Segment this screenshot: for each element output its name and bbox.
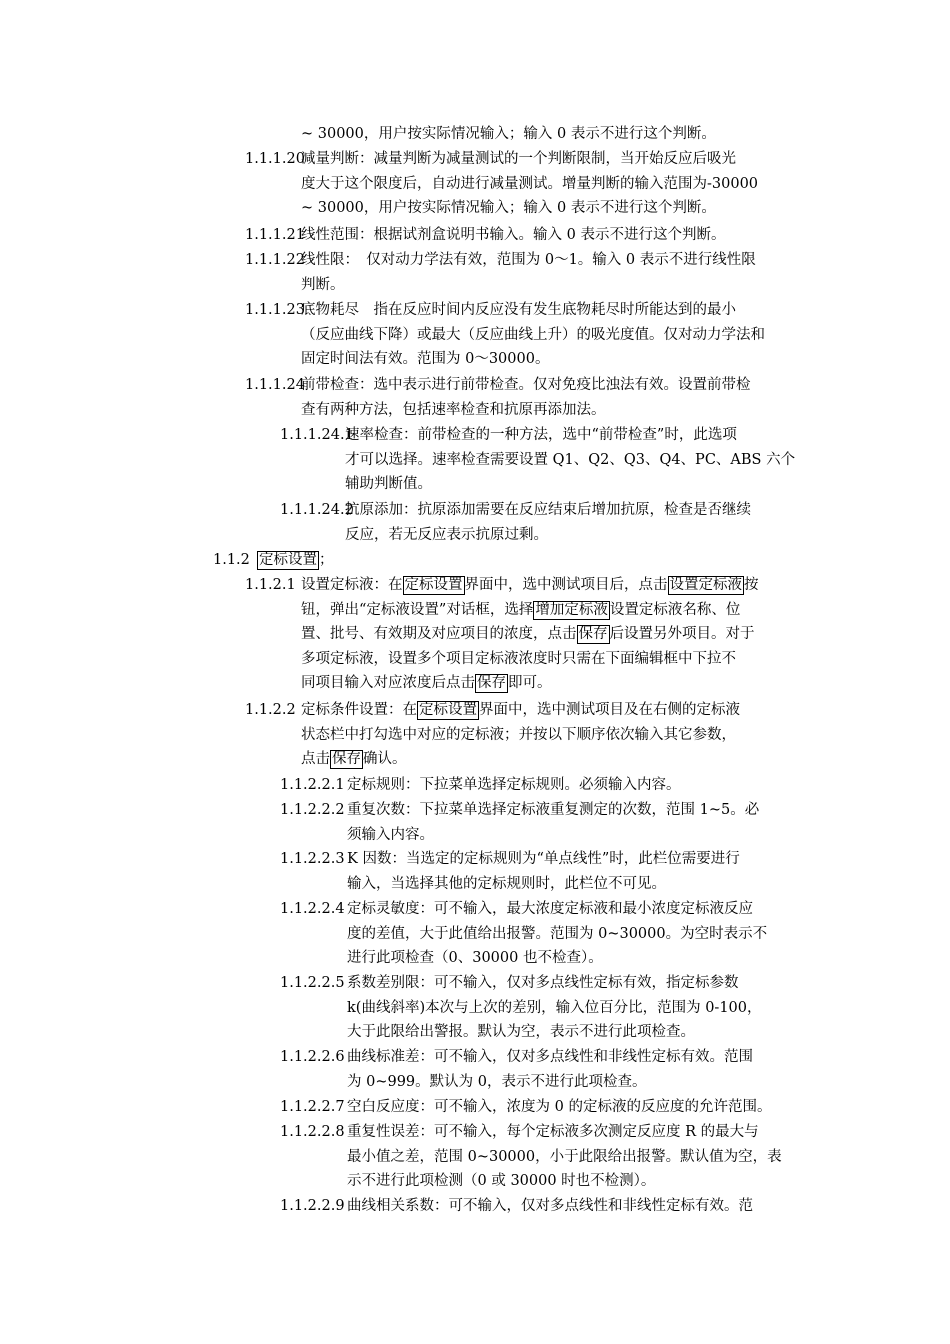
item-number: 1.1.1.24 [245,377,305,393]
section-number: 1.1.2 [213,552,250,568]
text-line: 查有两种方法，包括速率检查和抗原再添加法。 [301,401,606,418]
item-number: 1.1.2.2.7 [280,1099,345,1115]
item-number: 1.1.2.2.4 [280,901,345,917]
text-line: 进行此项检查（0、30000 也不检查）。 [347,950,603,967]
section-title: 定标设置 [259,552,317,568]
item-1-1-2-2-4 [0,897,767,971]
item-1-1-2-2-9 [0,1194,753,1219]
item-number: 1.1.1.20 [245,151,305,167]
section-punct: ； [319,552,334,568]
text-line: 点击 保存 确认。 [301,751,407,768]
item-1-1-2-2-2 [0,798,759,847]
continuation-line [0,122,716,147]
save-ref: 保存 [332,751,361,768]
item-1-1-2-1 [0,573,759,696]
item-number: 1.1.2.2.1 [280,777,345,793]
text-line: 示不进行此项检测（0 或 30000 时也不检测）。 [347,1173,656,1190]
item-1-1-2-2-7 [0,1095,771,1120]
text-line: 抗原添加：抗原添加需要在反应结束后增加抗原，检查是否继续 [345,502,751,518]
text-line: 须输入内容。 [347,826,434,843]
add-calibrator-ref: 增加定标液 [535,601,608,618]
item-number: 1.1.2.1 [245,577,296,593]
text-line: 辅助判断值。 [345,476,432,493]
text-line: 曲线相关系数：可不输入，仅对多点线性和非线性定标有效。范 [347,1198,753,1214]
item-1-1-1-24-2 [0,498,751,547]
text-line: 速率检查：前带检查的一种方法，选中“前带检查”时，此选项 [345,427,737,443]
item-number: 1.1.2.2 [245,702,296,718]
text-line: 置、批号、有效期及对应项目的浓度，点击 保存 后设置另外项目。对于 [301,626,755,643]
item-number: 1.1.1.23 [245,302,305,318]
text-line: 最小值之差，范围 0~30000，小于此限给出报警。默认值为空，表 [347,1148,782,1165]
item-number: 1.1.2.2.5 [280,975,345,991]
item-number: 1.1.2.2.9 [280,1198,345,1214]
text-line: 反应，若无反应表示抗原过剩。 [345,526,548,543]
section-heading-1-1-2 [0,548,334,573]
item-1-1-2-2 [0,698,740,772]
text-line: 定标灵敏度：可不输入，最大浓度定标液和最小浓度定标液反应 [347,901,753,917]
item-1-1-1-22 [0,248,756,297]
text-line: 固定时间法有效。范围为 0～30000。 [301,351,550,368]
item-1-1-2-2-6 [0,1045,753,1094]
item-number: 1.1.2.2.3 [280,851,345,867]
text-line: 重复次数：下拉菜单选择定标液重复测定的次数，范围 1~5。必 [347,802,760,818]
text-line: 输入，当选择其他的定标规则时，此栏位不可见。 [347,875,666,892]
text-line: 重复性误差：可不输入，每个定标液多次测定反应度 R 的最大与 [347,1124,759,1140]
text-line: 线性范围：根据试剂盒说明书输入。输入 0 表示不进行这个判断。 [301,227,726,243]
text-line: ~ 30000，用户按实际情况输入；输入 0 表示不进行这个判断。 [301,126,716,142]
text-line: 度大于这个限度后，自动进行减量测试。增量判断的输入范围为-30000 [301,175,759,192]
text-line: k(曲线斜率)本次与上次的差别，输入位百分比，范围为 0-100， [347,999,762,1016]
text-line: 为 0~999。默认为 0，表示不进行此项检查。 [347,1073,647,1090]
item-1-1-1-23 [0,298,765,372]
item-number: 1.1.2.2.2 [280,802,345,818]
text-line: 钮，弹出“定标液设置”对话框，选择 增加定标液 设置定标液名称、位 [301,601,741,618]
text-line: 才可以选择。速率检查需要设置 Q1、Q2、Q3、Q4、PC、ABS 六个 [345,451,796,468]
save-ref: 保存 [477,675,506,692]
text-line: 曲线标准差：可不输入，仅对多点线性和非线性定标有效。范围 [347,1049,753,1065]
item-1-1-1-24-1 [0,423,795,497]
item-1-1-2-2-3 [0,847,740,896]
text-line: 度的差值，大于此值给出报警。范围为 0~30000。为空时表示不 [347,925,768,942]
text-line: 多项定标液，设置多个项目定标液浓度时只需在下面编辑框中下拉不 [301,650,736,667]
item-1-1-2-2-1 [0,773,681,798]
text-line: 线性限： 仅对动力学法有效，范围为 0～1。输入 0 表示不进行线性限 [301,252,756,268]
item-number: 1.1.1.21 [245,227,305,243]
item-1-1-1-21 [0,223,725,248]
text-line: ~ 30000，用户按实际情况输入；输入 0 表示不进行这个判断。 [301,200,716,217]
text-line: 同项目输入对应浓度后点击 保存 即可。 [301,675,552,692]
item-number: 1.1.2.2.8 [280,1124,345,1140]
text-line: 大于此限给出警报。默认为空，表示不进行此项检查。 [347,1024,695,1041]
text-line: 设置定标液：在 定标设置 界面中，选中测试项目后，点击 设置定标液 按 [301,577,759,593]
item-1-1-1-20 [0,147,758,221]
set-calibrator-button-ref: 设置定标液 [669,577,742,593]
item-1-1-1-24 [0,373,751,422]
calibration-setup-ref: 定标设置 [419,702,477,718]
item-1-1-2-2-5 [0,971,762,1045]
text-line: 定标条件设置：在 定标设置 界面中，选中测试项目及在右侧的定标液 [301,702,740,718]
text-line: （反应曲线下降）或最大（反应曲线上升）的吸光度值。仅对动力学法和 [301,326,765,343]
text-line: 系数差别限：可不输入，仅对多点线性定标有效，指定标参数 [347,975,739,991]
item-1-1-2-2-8 [0,1120,782,1194]
text-line: 减量判断：减量判断为减量测试的一个判断限制，当开始反应后吸光 [301,151,736,167]
text-line: 空白反应度：可不输入，浓度为 0 的定标液的反应度的允许范围。 [347,1099,772,1115]
text-line: 前带检查：选中表示进行前带检查。仅对免疫比浊法有效。设置前带检 [301,377,751,393]
text-line: K 因数：当选定的定标规则为“单点线性”时，此栏位需要进行 [347,851,740,867]
text-line: 判断。 [301,276,345,293]
text-line: 底物耗尽 指在反应时间内反应没有发生底物耗尽时所能达到的最小 [301,302,736,318]
item-number: 1.1.1.22 [245,252,305,268]
item-number: 1.1.2.2.6 [280,1049,345,1065]
item-number: 1.1.1.24.1 [280,427,354,443]
text-line: 状态栏中打勾选中对应的定标液；并按以下顺序依次输入其它参数， [301,726,736,743]
calibration-setup-ref: 定标设置 [404,577,463,593]
item-number: 1.1.1.24.2 [280,502,354,518]
save-ref: 保存 [578,626,608,643]
text-line: 定标规则：下拉菜单选择定标规则。必须输入内容。 [347,777,681,793]
